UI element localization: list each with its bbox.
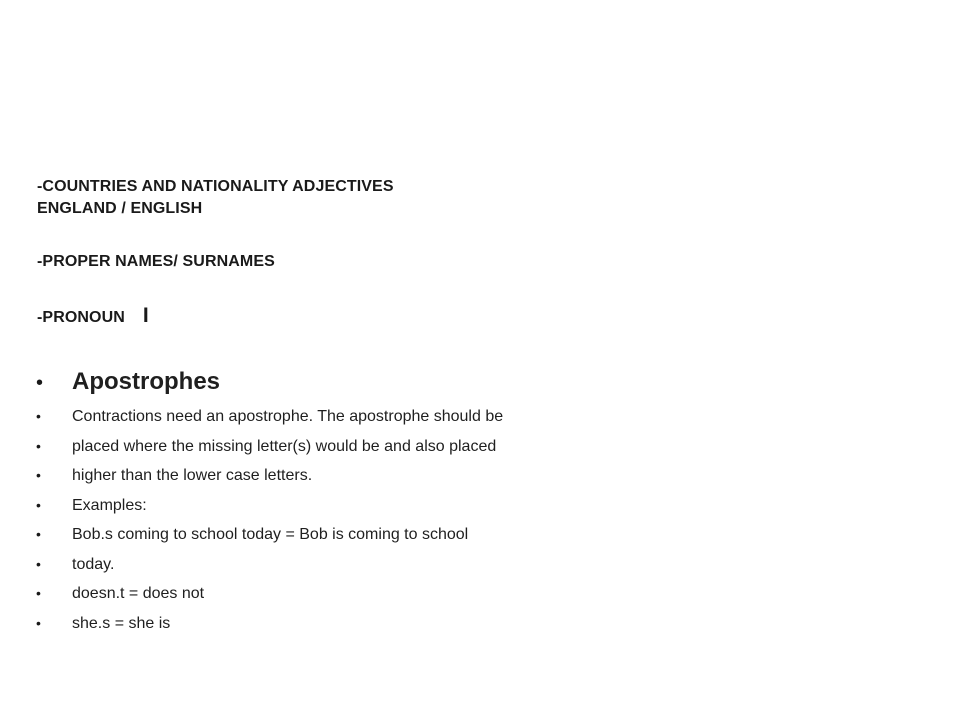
england-english-line: ENGLAND / ENGLISH xyxy=(37,200,203,217)
spacer xyxy=(37,220,737,251)
list-item xyxy=(36,585,916,615)
top-notes xyxy=(37,176,737,326)
list-item xyxy=(36,467,916,497)
bullet-heading-row xyxy=(36,368,916,408)
list-item-text: doesn.t = does not xyxy=(72,585,205,602)
pronoun-row xyxy=(37,304,737,326)
list-item xyxy=(36,438,916,468)
list-item xyxy=(36,556,916,586)
bullet-icon: • xyxy=(36,408,41,424)
bullet-icon: • xyxy=(36,372,44,394)
list-item xyxy=(36,615,916,645)
list-item xyxy=(36,497,916,527)
list-item-text: Bob.s coming to school today = Bob is coming to school xyxy=(72,526,469,543)
bullet-icon: • xyxy=(36,496,41,513)
proper-names-heading: -PROPER NAMES/ SURNAMES xyxy=(37,253,275,270)
list-item-text: she.s = she is xyxy=(72,614,171,632)
apostrophes-heading: Apostrophes xyxy=(72,368,221,395)
bullet-list xyxy=(36,368,916,644)
bullet-icon: • xyxy=(36,437,41,454)
spacer xyxy=(37,273,737,304)
bullet-icon: • xyxy=(36,467,41,483)
list-item-text: Examples: xyxy=(72,496,147,514)
bullet-icon: • xyxy=(36,614,41,631)
pronoun-value: I xyxy=(142,304,149,327)
pronoun-label: -PRONOUN xyxy=(37,309,125,326)
bullet-icon: • xyxy=(36,526,41,542)
bullet-icon: • xyxy=(36,585,41,601)
countries-heading: -COUNTRIES AND NATIONALITY ADJECTIVES xyxy=(37,178,394,195)
bullet-icon: • xyxy=(36,555,41,572)
list-item-text: placed where the missing letter(s) would be and also placed xyxy=(72,437,497,455)
list-item-text: today. xyxy=(72,555,115,573)
list-item xyxy=(36,408,916,438)
list-item xyxy=(36,526,916,556)
list-item-text: Contractions need an apostrophe. The apostrophe should be xyxy=(72,408,504,425)
list-item-text: higher than the lower case letters. xyxy=(72,467,313,484)
